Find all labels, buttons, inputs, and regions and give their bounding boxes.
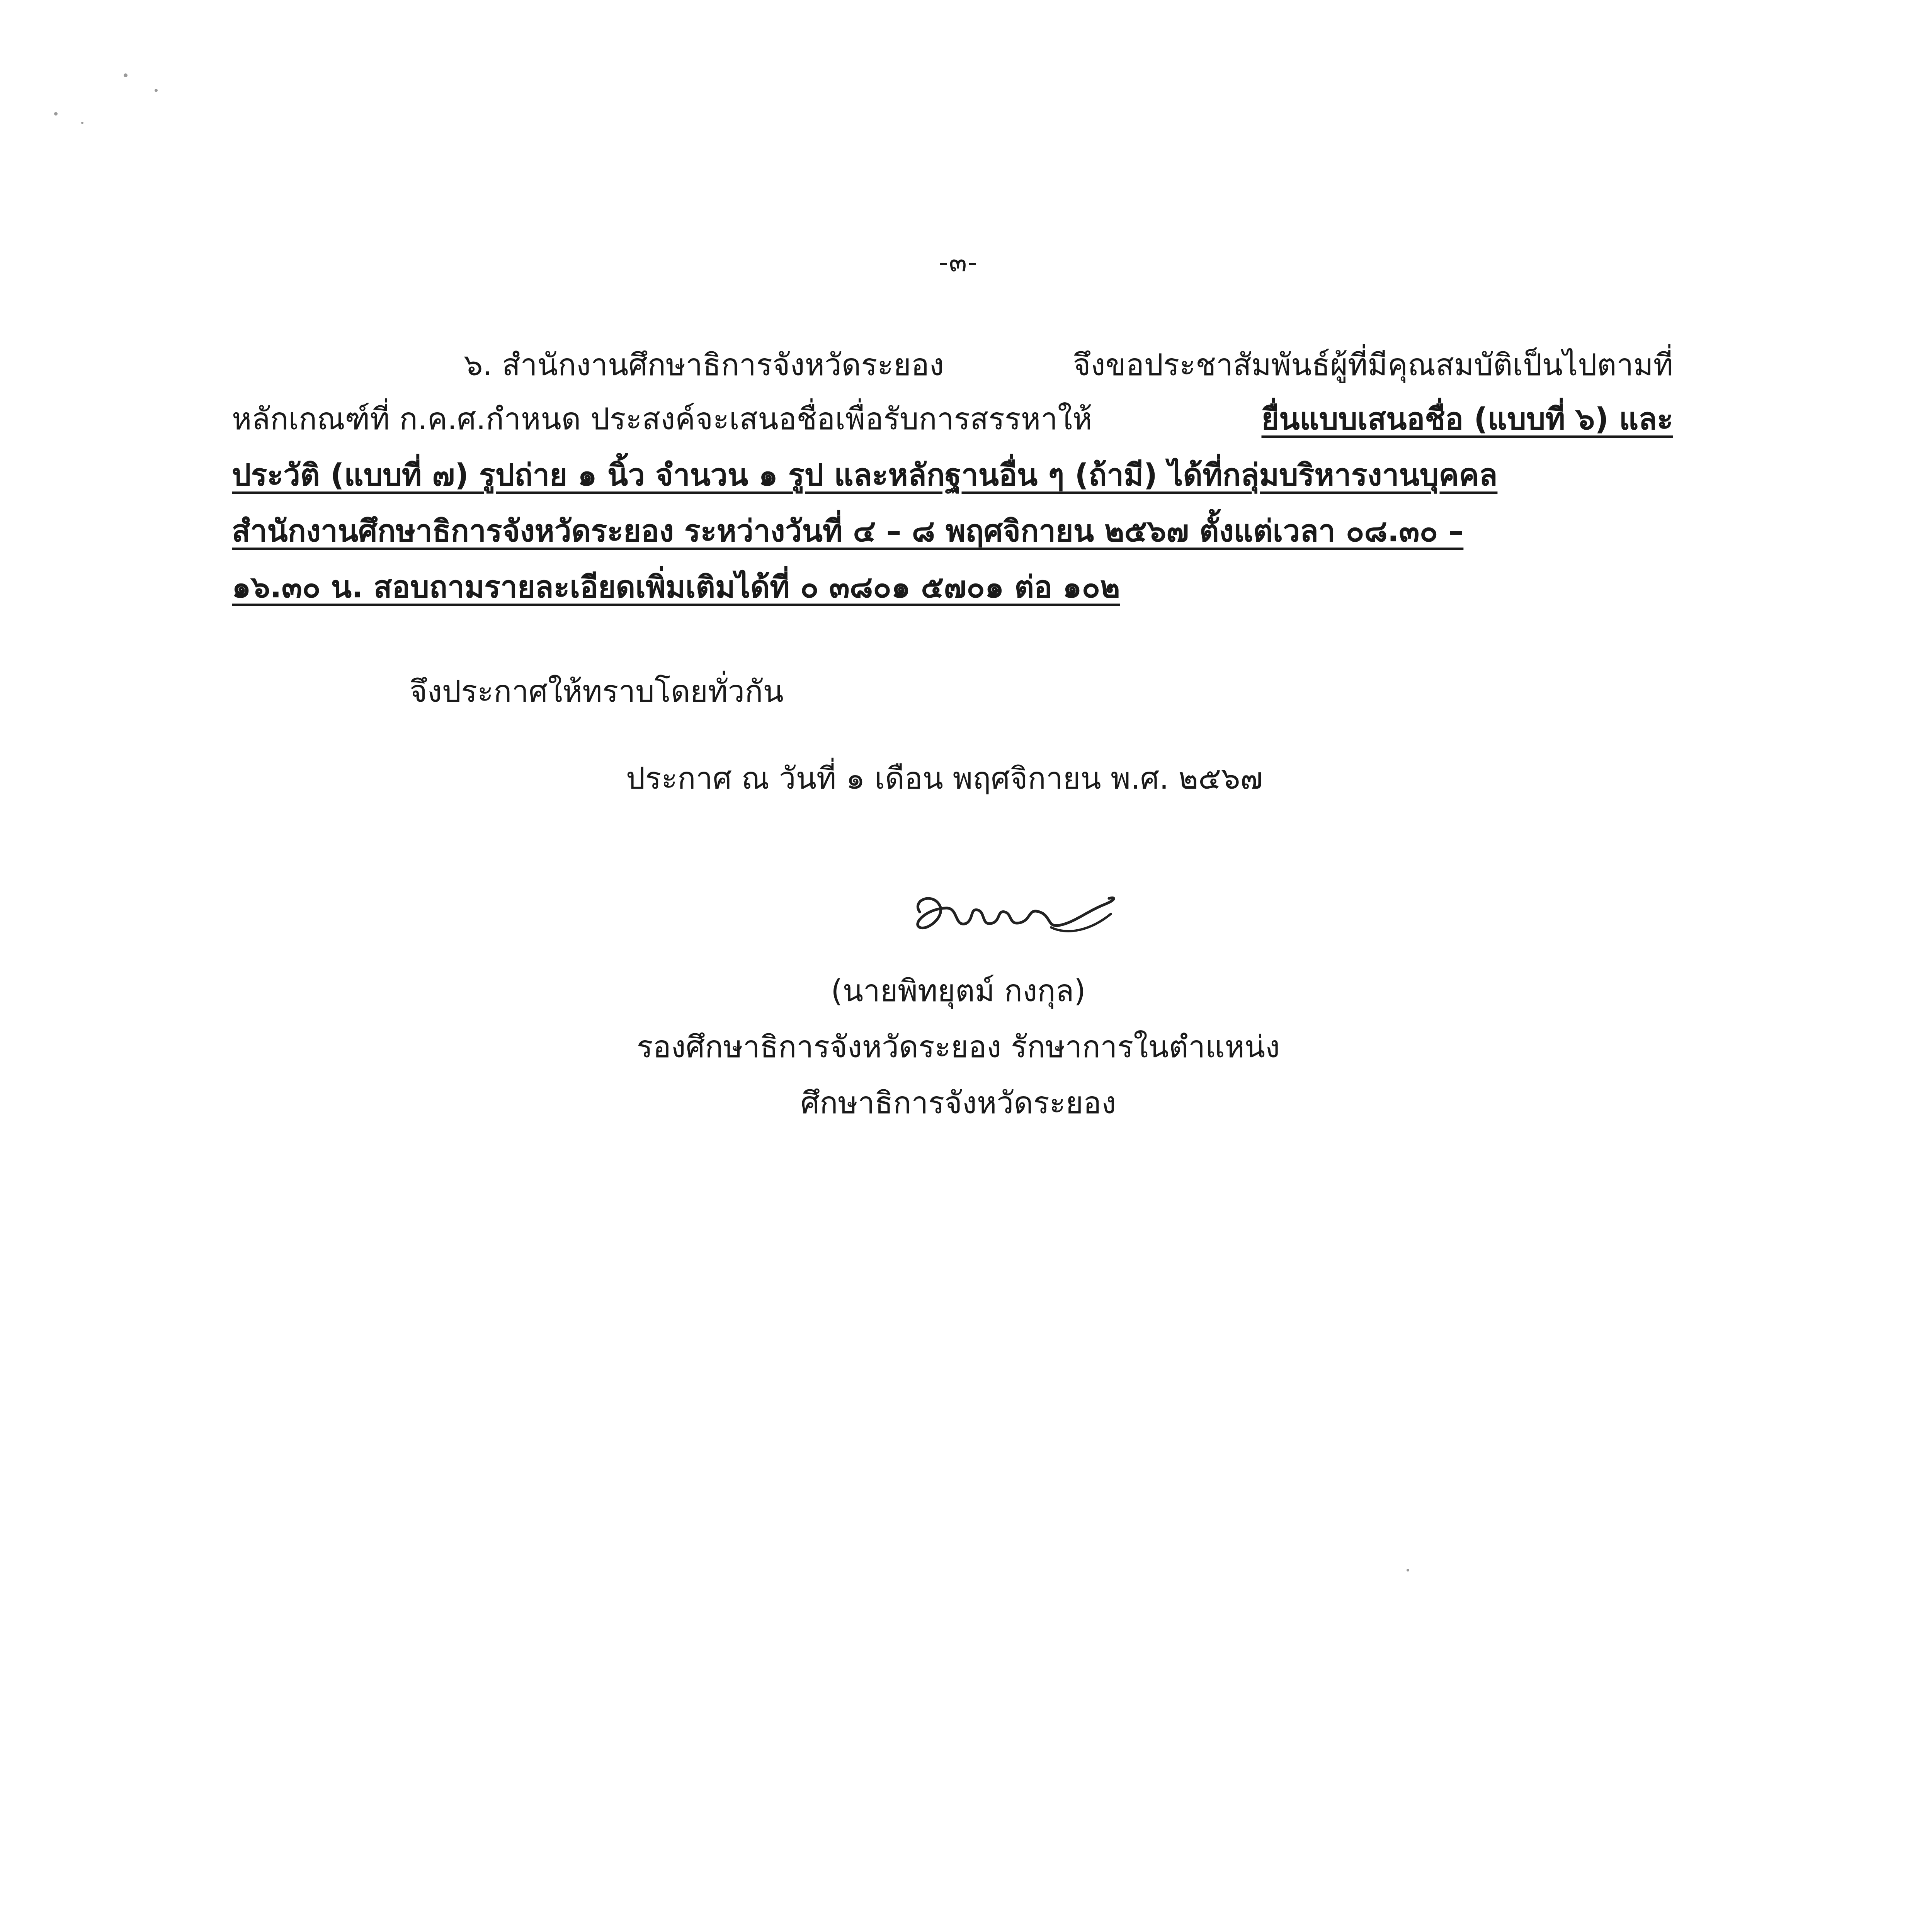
paragraph-line-1 [464, 340, 1673, 390]
paragraph-line-2-underlined: ยื่นแบบเสนอชื่อ (แบบที่ ๖) และ [1261, 402, 1673, 437]
signatory-position-line-1: รองศึกษาธิการจังหวัดระยอง รักษาการในตำแหน่ง [636, 1030, 1280, 1065]
scan-speck [155, 89, 158, 92]
signatory-position-line-2: ศึกษาธิการจังหวัดระยอง [800, 1086, 1116, 1121]
announcement-date: ประกาศ ณ วันที่ ๑ เดือน พฤศจิกายน พ.ศ. ๒๕๖๗ [626, 761, 1263, 796]
page-number: -๓- [939, 247, 978, 278]
closing-statement: จึงประกาศให้ทราบโดยทั่วกัน [410, 674, 784, 709]
paragraph-line-2-plain: หลักเกณฑ์ที่ ก.ค.ศ.กำหนด ประสงค์จะเสนอชื่อเพื่อรับการสรรหาให้ [232, 402, 1092, 437]
signatory-name: (นายพิทยุตม์ กงกุล) [831, 974, 1086, 1009]
paragraph-line-1-part-1: ๖. สำนักงานศึกษาธิการจังหวัดระยอง [464, 348, 944, 383]
scan-speck [1407, 1569, 1409, 1571]
signature-image [904, 877, 1121, 954]
paragraph-line-5 [232, 562, 1120, 612]
paragraph-line-3 [232, 450, 1673, 500]
paragraph-line-4 [232, 506, 1673, 556]
scan-speck [81, 122, 83, 124]
paragraph-line-5-text: ๑๖.๓๐ น. สอบถามรายละเอียดเพิ่มเติมได้ที่ ๐ ๓๘๐๑ ๕๗๐๑ ต่อ ๑๐๒ [232, 570, 1120, 605]
paragraph-line-2 [232, 394, 1673, 444]
scan-speck [54, 112, 58, 116]
scan-speck [124, 73, 128, 77]
paragraph-line-3-text: ประวัติ (แบบที่ ๗) รูปถ่าย ๑ นิ้ว จำนวน ๑ รูป และหลักฐานอื่น ๆ (ถ้ามี) ได้ที่กลุ่มบริหารงานบุคคล [232, 458, 1498, 493]
paragraph-line-1-part-2: จึงขอประชาสัมพันธ์ผู้ที่มีคุณสมบัติเป็นไปตามที่ [1073, 348, 1673, 383]
paragraph-line-4-text: สำนักงานศึกษาธิการจังหวัดระยอง ระหว่างวันที่ ๔ – ๘ พฤศจิกายน ๒๕๖๗ ตั้งแต่เวลา ๐๘.๓๐ – [232, 514, 1464, 549]
